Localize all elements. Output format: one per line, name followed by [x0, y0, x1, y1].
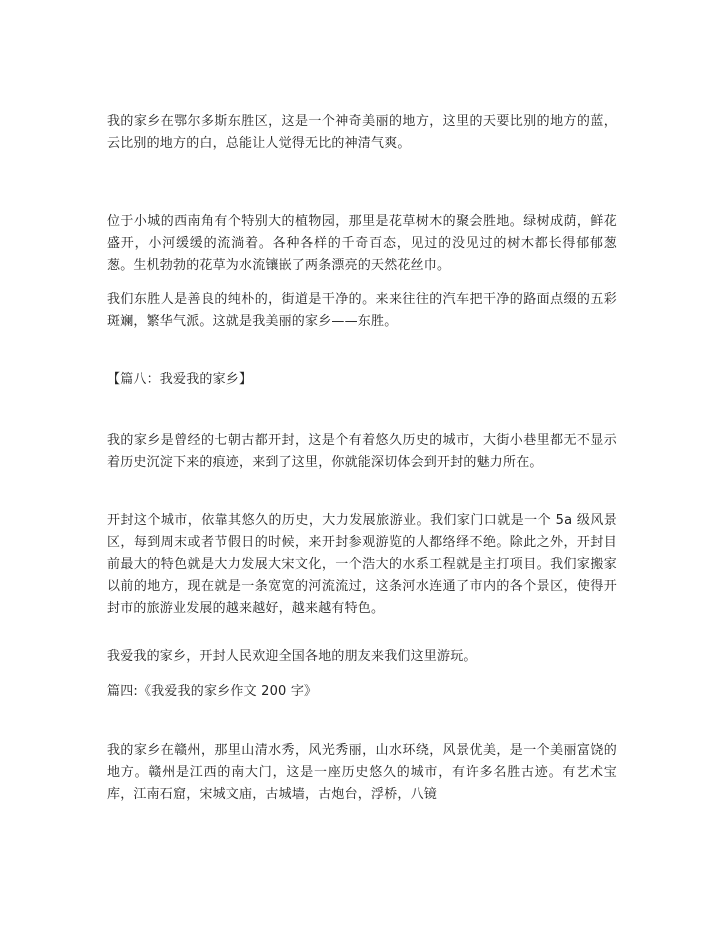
section-heading-part-eight: 【篇八：我爱我的家乡】	[107, 372, 253, 387]
paragraph-dongsheng-people: 我们东胜人是善良的纯朴的，街道是干净的。来来往往的汽车把干净的路面点缀的五彩斑斓，繁华气派。这就是我美丽的家乡——东胜。	[107, 292, 617, 329]
paragraph-kaifeng-welcome: 我爱我的家乡，开封人民欢迎全国各地的朋友来我们这里游玩。	[107, 649, 477, 664]
paragraph-ganzhou: 我的家乡在赣州，那里山清水秀，风光秀丽，山水环绕，风景优美，是一个美丽富饶的地方。赣州是江西的南大门，这是一座历史悠久的城市，有许多名胜古迹。有艺术宝库，江南石窟，宋城文庙，古城墙，古炮台，浮桥，八镜	[107, 743, 617, 802]
paragraph-kaifeng-intro: 我的家乡是曾经的七朝古都开封，这是个有着悠久历史的城市，大街小巷里都无不显示着历史沉淀下来的痕迹，来到了这里，你就能深切体会到开封的魅力所在。	[107, 433, 617, 470]
paragraph-kaifeng-tourism: 开封这个城市，依靠其悠久的历史，大力发展旅游业。我们家门口就是一个 5a 级风景区，每到周末或者节假日的时候，来开封参观游览的人都络绎不绝。除此之外，开封目前最大的特色就是大力发展大宋文化，一个浩大的水系工程就是主打项目。我们家搬家以前的地方，现在就是一条宽宽的河流流过，这条河水连通了市内的各个景区，使得开封市的旅游业发展的越来越好，越来越有特色。	[107, 513, 617, 616]
section-heading-part-four: 篇四:《我爱我的家乡作文 200 字》	[107, 684, 318, 699]
paragraph-dongsheng-intro: 我的家乡在鄂尔多斯东胜区，这是一个神奇美丽的地方，这里的天要比别的地方的蓝，云比别的地方的白，总能让人觉得无比的神清气爽。	[107, 114, 617, 151]
paragraph-botanical-garden: 位于小城的西南角有个特别大的植物园，那里是花草树木的聚会胜地。绿树成荫，鲜花盛开，小河缓缓的流淌着。各种各样的千奇百态，见过的没见过的树木都长得郁郁葱葱。生机勃勃的花草为水流镶嵌了两条漂亮的天然花丝巾。	[107, 214, 617, 273]
